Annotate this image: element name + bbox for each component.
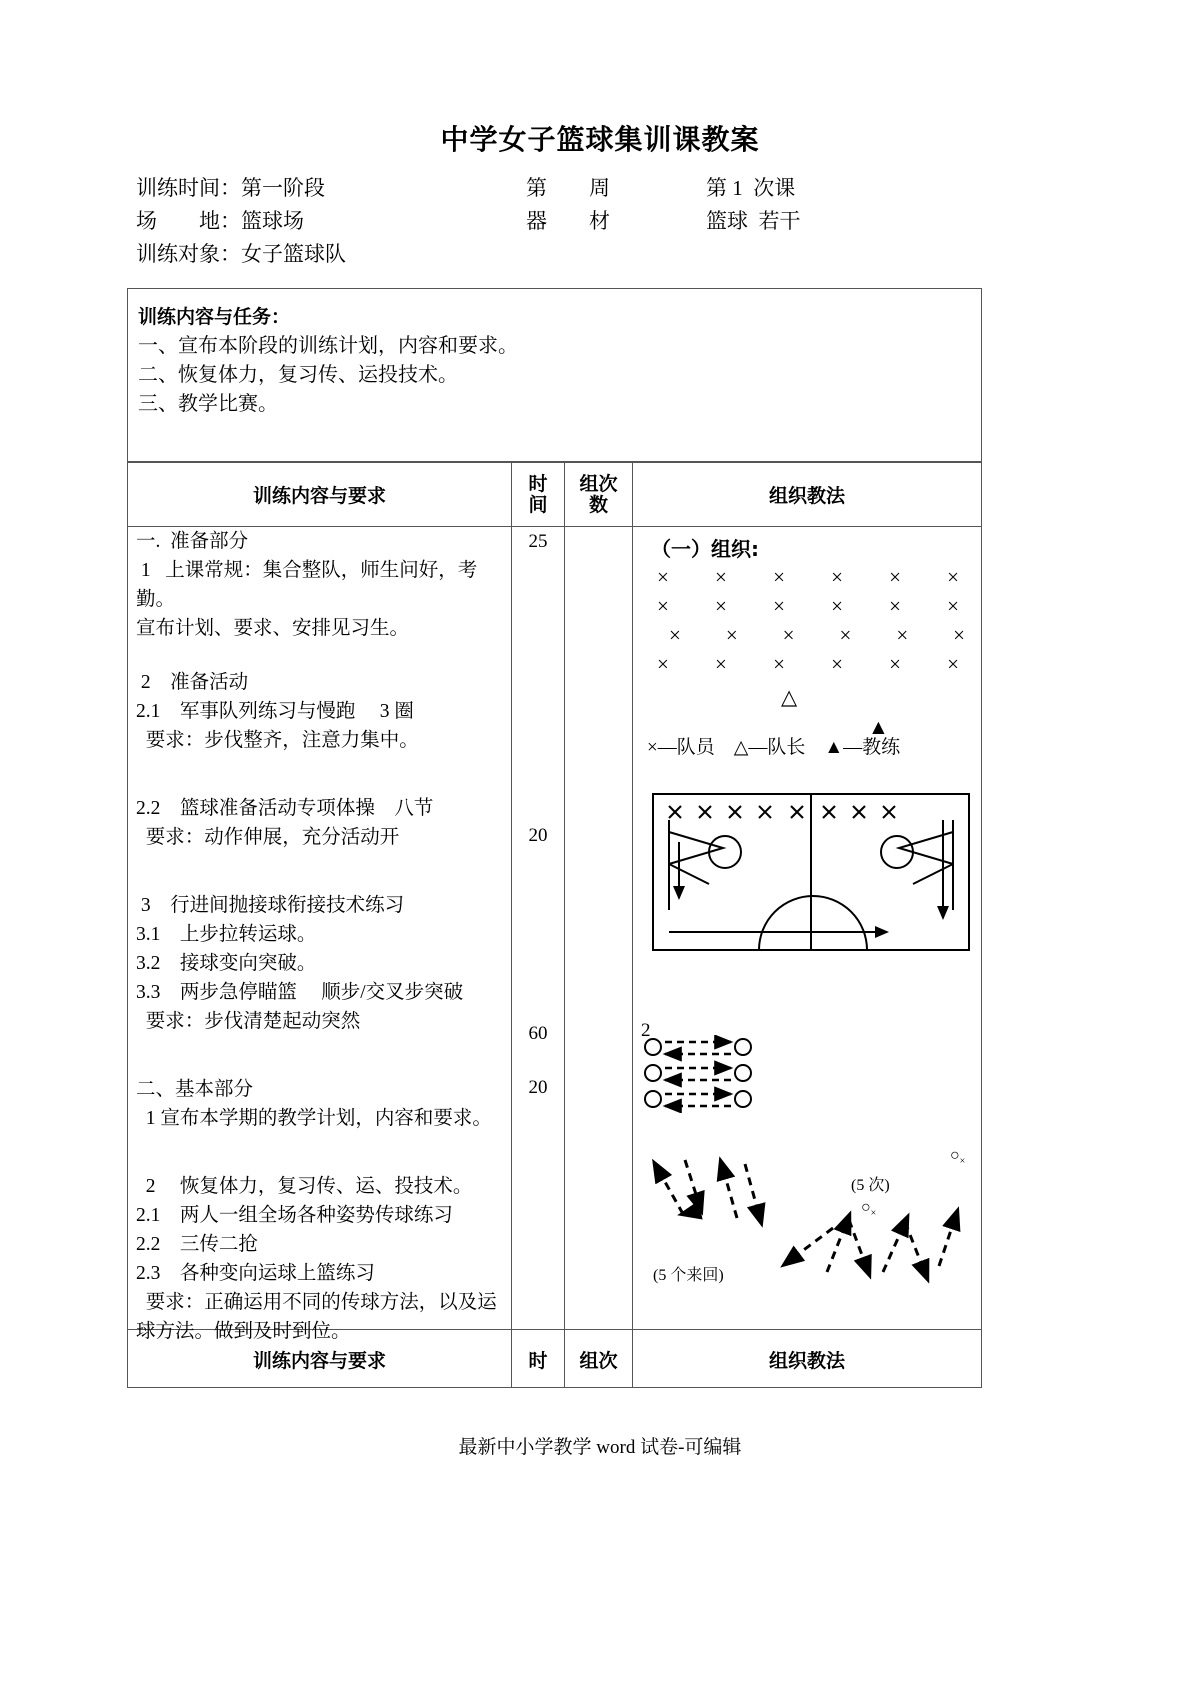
table-footer-time: 时 bbox=[528, 1349, 548, 1372]
page-footer: 最新中小学教学 word 试卷-可编辑 bbox=[458, 1437, 742, 1458]
table-header-content: 训练内容与要求 bbox=[252, 485, 386, 507]
player-mark: × bbox=[831, 594, 843, 618]
player-mark: × bbox=[657, 594, 669, 618]
content-line: 2 准备活动 bbox=[136, 672, 249, 693]
formation-diagram bbox=[643, 563, 973, 679]
organization-method-column bbox=[633, 527, 981, 1327]
task-heading: 训练内容与任务： bbox=[138, 306, 291, 328]
table-footer-method: 组织教法 bbox=[768, 1349, 845, 1372]
session-label: 第 1 次课 bbox=[706, 176, 796, 200]
round-trips-note: (5 个来回) bbox=[653, 1267, 724, 1284]
player-mark: × bbox=[715, 652, 727, 676]
coach-mark: ▲ bbox=[868, 715, 889, 739]
header-row-1 bbox=[136, 172, 1066, 205]
player-mark: × bbox=[831, 565, 843, 589]
ball-marker: $○_\times$ bbox=[950, 1147, 966, 1168]
time-value: 60 bbox=[528, 1023, 548, 1044]
content-line: 2.2 三传二抢 bbox=[136, 1234, 258, 1255]
player-mark: × bbox=[831, 652, 843, 676]
player-mark: × bbox=[657, 565, 669, 589]
task-item: 二、恢复体力，复习传、运投技术。 bbox=[138, 364, 458, 386]
time-value: 20 bbox=[528, 825, 548, 846]
task-box-inner bbox=[128, 289, 981, 419]
player-mark: × bbox=[715, 565, 727, 589]
table-header-sets-line1: 组次 bbox=[579, 472, 618, 495]
table-header-time-line1: 时 bbox=[528, 472, 548, 495]
captain-mark: △ bbox=[781, 685, 798, 709]
time-value: 25 bbox=[528, 531, 548, 552]
content-line: 2.3 各种变向运球上篮练习 bbox=[136, 1263, 375, 1284]
content-line: 二、基本部分 bbox=[136, 1079, 254, 1100]
court-diagram bbox=[651, 792, 971, 952]
header-info bbox=[136, 172, 1066, 271]
player-mark: × bbox=[773, 652, 785, 676]
content-line: 3 行进间抛接球衔接技术练习 bbox=[136, 895, 405, 916]
task-item: 三、教学比赛。 bbox=[138, 393, 278, 415]
time-value: 20 bbox=[528, 1077, 548, 1098]
content-line: 3.1 上步拉转运球。 bbox=[136, 924, 317, 945]
table-footer-content: 训练内容与要求 bbox=[252, 1349, 386, 1372]
player-mark: × bbox=[839, 623, 852, 647]
ball-marker: $○_\times$ bbox=[861, 1199, 877, 1220]
player-mark: × bbox=[782, 623, 795, 647]
formation-row bbox=[643, 650, 973, 679]
table-header-method: 组织教法 bbox=[768, 485, 845, 507]
formation-row bbox=[643, 592, 973, 621]
formation-row bbox=[643, 621, 973, 650]
player-mark: × bbox=[669, 623, 681, 647]
repeats-note: (5 次) bbox=[851, 1177, 890, 1194]
venue-label: 场 地：篮球场 bbox=[136, 209, 304, 233]
player-mark: × bbox=[947, 565, 959, 589]
header-row-2 bbox=[136, 205, 1066, 238]
header-row-3 bbox=[136, 238, 1066, 271]
table-footer-sets: 组次 bbox=[579, 1349, 618, 1372]
content-line: 1 上课常规：集合整队，师生问好，考勤。 bbox=[136, 560, 478, 610]
content-line: 3.3 两步急停瞄篮 顺步/交叉步突破 bbox=[136, 982, 464, 1003]
task-box bbox=[127, 288, 982, 462]
content-line: 一. 准备部分 bbox=[136, 531, 249, 552]
formation-legend: ×—队员 △—队长 ▲—教练 bbox=[647, 737, 901, 758]
week-label: 第 周 bbox=[526, 176, 610, 200]
training-content-column bbox=[136, 527, 508, 1346]
player-mark: × bbox=[773, 594, 785, 618]
organization-heading: （一）组织: bbox=[651, 537, 759, 561]
player-mark: × bbox=[725, 623, 738, 647]
player-mark: × bbox=[947, 594, 959, 618]
drill-number: 2 bbox=[641, 1020, 651, 1041]
table-vertical-rule bbox=[564, 463, 565, 1387]
table-header-sets-line2: 数 bbox=[588, 493, 608, 516]
player-mark: × bbox=[715, 594, 727, 618]
equipment-value: 篮球 若干 bbox=[706, 209, 801, 233]
content-line: 2.1 两人一组全场各种姿势传球练习 bbox=[136, 1205, 453, 1226]
lesson-table bbox=[127, 462, 982, 1388]
content-line: 2.1 军事队列练习与慢跑 3 圈 bbox=[136, 701, 414, 722]
content-line: 1 宣布本学期的教学计划，内容和要求。 bbox=[136, 1108, 492, 1129]
content-line: 3.2 接球变向突破。 bbox=[136, 953, 317, 974]
player-mark: × bbox=[657, 652, 669, 676]
content-line: 2 恢复体力，复习传、运、投技术。 bbox=[136, 1176, 473, 1197]
equipment-label: 器 材 bbox=[526, 209, 610, 233]
table-vertical-rule bbox=[511, 463, 512, 1387]
formation-row bbox=[643, 563, 973, 592]
task-item: 一、宣布本阶段的训练计划，内容和要求。 bbox=[138, 335, 518, 357]
trainee-label: 训练对象：女子篮球队 bbox=[136, 242, 346, 266]
player-mark: × bbox=[889, 594, 901, 618]
zigzag-dribble-path-1 bbox=[641, 1152, 781, 1262]
table-header-time-line2: 间 bbox=[528, 493, 548, 516]
table-header-sets bbox=[565, 463, 632, 526]
content-line: 要求：正确运用不同的传球方法，以及运 bbox=[136, 1292, 497, 1313]
zigzag-dribble-path-2 bbox=[771, 1202, 971, 1317]
content-line: 要求：动作伸展，充分活动开 bbox=[136, 827, 400, 848]
passing-drill-diagram bbox=[643, 1035, 773, 1113]
content-line: 要求：步伐清楚起动突然 bbox=[136, 1011, 361, 1032]
content-line: 2.2 篮球准备活动专项体操 八节 bbox=[136, 798, 434, 819]
content-line: 球方法。做到及时到位。 bbox=[136, 1321, 351, 1342]
player-mark: × bbox=[896, 623, 909, 647]
player-mark: × bbox=[947, 652, 959, 676]
player-mark: × bbox=[889, 652, 901, 676]
player-mark: × bbox=[953, 623, 965, 647]
training-time-label: 训练时间：第一阶段 bbox=[136, 176, 325, 200]
player-mark: × bbox=[773, 565, 785, 589]
table-header-time bbox=[512, 463, 564, 526]
content-line: 要求：步伐整齐，注意力集中。 bbox=[136, 730, 419, 751]
player-mark: × bbox=[889, 565, 901, 589]
page-title: 中学女子篮球集训课教案 bbox=[440, 123, 760, 156]
content-line: 宣布计划、要求、安排见习生。 bbox=[136, 618, 410, 639]
